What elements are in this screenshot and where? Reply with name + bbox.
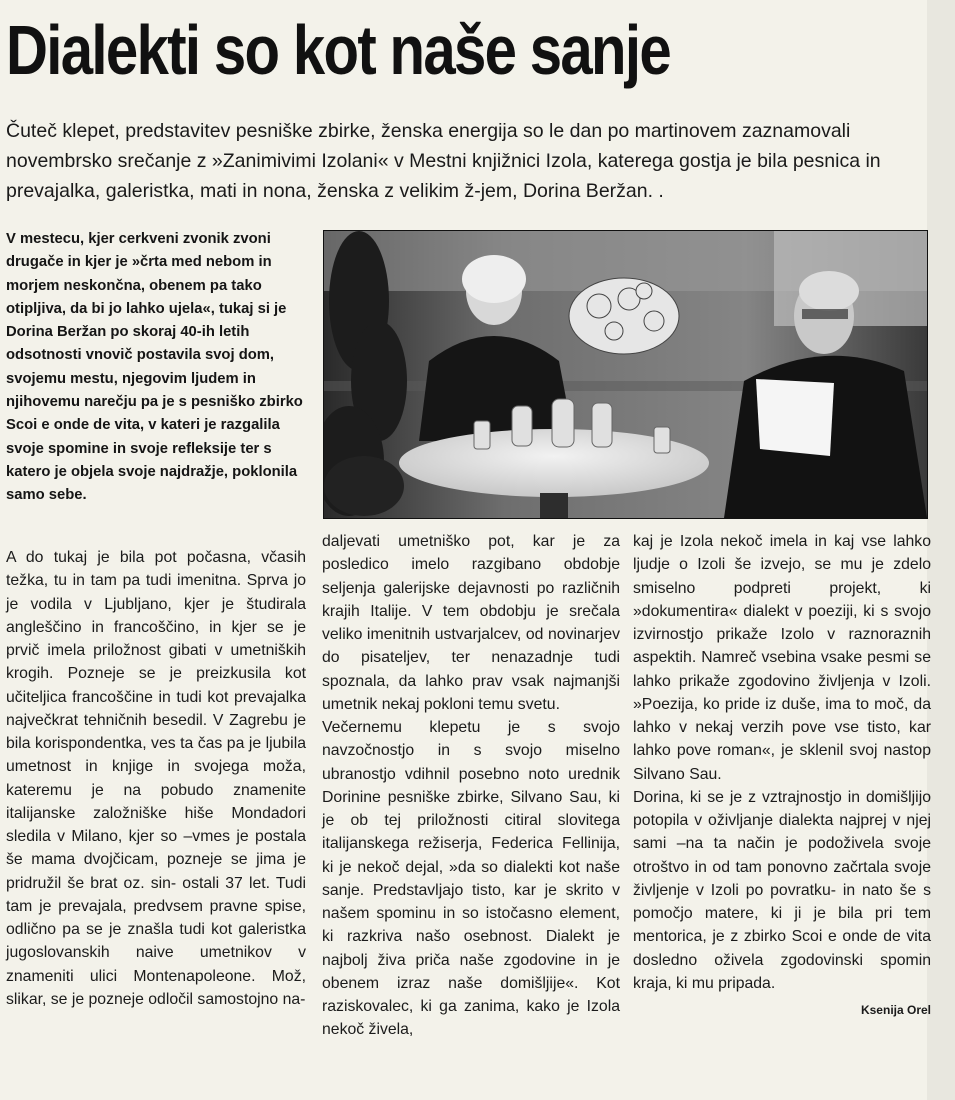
text-column-2 xyxy=(322,530,620,1042)
article-title: Dialekti so kot naše sanje xyxy=(6,11,671,89)
event-photo xyxy=(323,230,928,519)
text-column-1 xyxy=(6,546,306,1011)
paragraph: daljevati umetniško pot, kar je za posledico imelo razgibano obdobje seljenja galerijske dejavnosti po različnih krajih Italije. V tem obdobju je srečala veliko imenitnih ustvarjalcev, od novinarjev do pisateljev, ter nenazadnje tudi spoznala, da lahko prav vsak najmanjši umetnik nekaj pokloni temu svetu. xyxy=(322,533,620,713)
article-lead: Čuteč klepet, predstavitev pesniške zbirke, ženska energija so le dan po martinovem zaznamovali novembrsko srečanje z »Zanimivimi Izolani« v Mestni knjižnici Izola, katerega gostja je bila pesnica in prevajalka, galeristka, mati in nona, ženska z velikim ž-jem, Dorina Beržan. . xyxy=(6,120,881,202)
article-intro: V mestecu, kjer cerkveni zvonik zvoni drugače in kjer je »črta med nebom in morjem neskončna, obenem pa tako otipljiva, da bi jo lahko ujela«, tukaj si je Dorina Beržan po skoraj 40-ih letih odsotnosti vnovič postavila svoj dom, svojemu mestu, njegovim ljudem in njihovemu narečju pa je s pesniško zbirko Scoi e onde de vita, v kateri je razgalila svoje spomine in svoje refleksije ter s katero je objela svoje najdražje, poklonila samo sebe. xyxy=(6,231,303,504)
paragraph: Dorina, ki se je z vztrajnostjo in domišljijo potopila v oživljanje dialekta najprej v njej sami –na ta način je podoživela svoje otroštvo in od tam ponovno začrtala svoje življenje v Izoli po povratku- in nato še s pomočjo matere, ki ji je bila pri tem mentorica, je z zbirko Scoi e onde de vita dosledno oživela zgodovinski spomin kraja, ki mu pripada. xyxy=(633,788,931,992)
text-column-3 xyxy=(633,530,931,1022)
paragraph: kaj je Izola nekoč imela in kaj vse lahko ljudje o Izoli še izvejo, se mu je zdelo smiselno podpreti projekt, ki »dokumentira« dialekt v poeziji, ki s svojo izvirnostjo prikaže Izolo v raznoraznih aspektih. Namreč vsebina vsake pesmi se lahko prikaže zgodovino življenja v Izoli. »Poezija, ko pride iz duše, ima to moč, da lahko v nekaj verzih pove vse tisto, kar lahko pove roman«, je sklenil svoj nastop Silvano Sau. xyxy=(633,533,931,783)
author-byline: Ksenija Orel xyxy=(860,1003,931,1017)
paragraph: Večernemu klepetu je s svojo navzočnostjo in s svojo miselno ubranostjo vdihnil posebno noto urednik Dorinine pesniške zbirke, Silvano Sau, ki je ob tej priložnosti citiral slovitega italijanskega režiserja, Federica Fellinija, ki je nekoč dejal, »da so dialekti kot naše sanje. Predstavljajo tisto, kar je skrito v našem spominu in so istočasno element, ki razkriva našo osebnost. Dialekt je najbolj živa priča naše zgodovine in je obenem izraz naše domišljije«. Kot raziskovalec, ki ga zanima, kako je Izola nekoč živela, xyxy=(322,719,620,1039)
paragraph: A do tukaj je bila pot počasna, včasih težka, tu in tam pa tudi imenitna. Sprva jo je vodila v Ljubljano, kjer je študirala angleščino in francoščino, in kjer se je prvič imela priložnost gibati v umetniških krogih. Pozneje se je preizkusila kot učiteljica francoščine in tudi kot prevajalka največkrat tehničnih besedil. V Zagrebu je bila korispondentka, ves ta čas pa je ljubila umetnost in knjige in svojega moža, kateremu je na pobudo znamenite italijanske založniške hiše Mondadori sledila v Milano, kjer so –vmes je postala še mama dvojčicam, pozneje se jima je pridružil še brat oz. sin- ostali 37 let. Tudi tam je prevajala, predvsem pravne spise, odlično pa se je znašla tudi kot galeristka jugoslovanskih naive umetnikov v znameniti ulici Montenapoleone. Mož, slikar, se je pozneje odločil samostojno na- xyxy=(6,549,306,1008)
